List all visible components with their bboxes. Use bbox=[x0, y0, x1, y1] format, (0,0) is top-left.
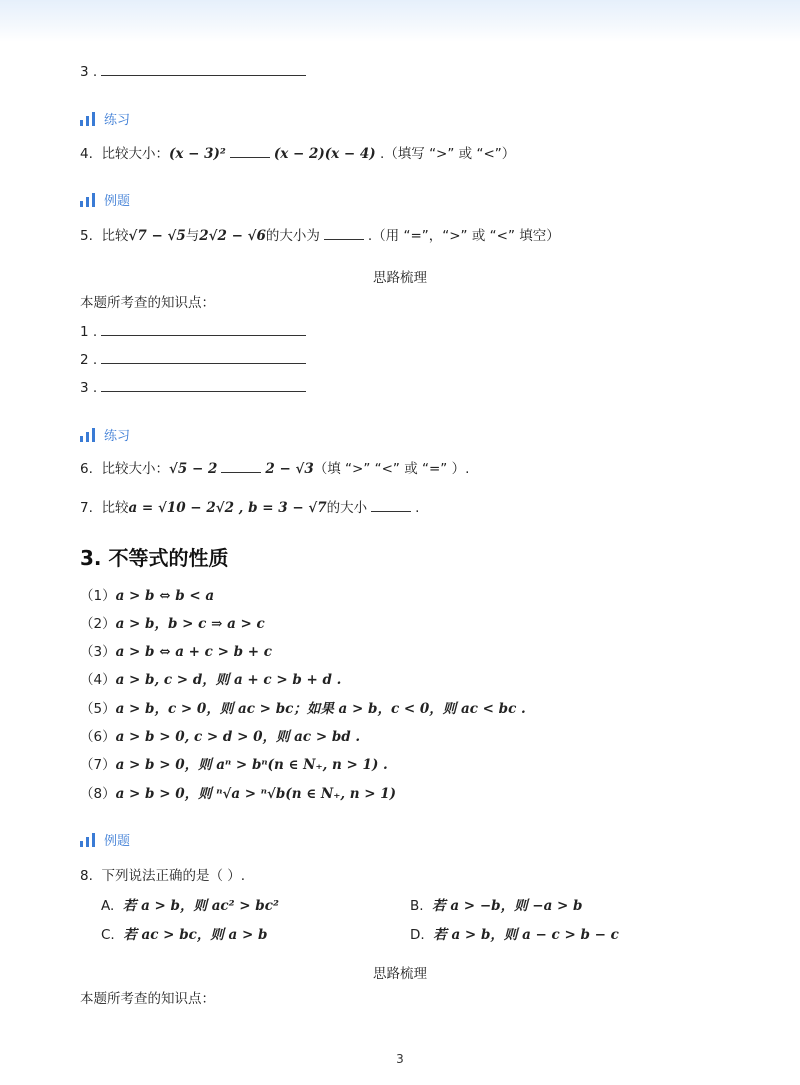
property-3: （3）a > b ⇔ a + c > b + c bbox=[80, 644, 272, 660]
answer-blank[interactable] bbox=[221, 459, 261, 473]
practice-tag-1: 练习 bbox=[80, 109, 130, 128]
property-2: （2）a > b，b > c ⇒ a > c bbox=[80, 616, 265, 632]
answer-line-2: 2 . bbox=[80, 350, 306, 370]
bar-signal-icon bbox=[80, 428, 96, 442]
answer-blank[interactable] bbox=[371, 498, 411, 512]
bar-signal-icon bbox=[80, 112, 96, 126]
practice-tag-2: 练习 bbox=[80, 425, 130, 444]
option-b[interactable]: B. 若 a > −b，则 −a > b bbox=[410, 898, 583, 914]
thinking-title-2: 思路梳理 bbox=[373, 966, 427, 982]
property-1: （1）a > b ⇔ b < a bbox=[80, 588, 215, 604]
question-4: 4. 比较大小：(x − 3)² (x − 2)(x − 4) .（填写 “>” 或 “<”） bbox=[80, 146, 516, 162]
knowledge-label-1: 本题所考查的知识点： bbox=[80, 295, 215, 311]
answer-blank[interactable] bbox=[101, 350, 306, 364]
knowledge-label-2: 本题所考查的知识点： bbox=[80, 991, 215, 1007]
answer-blank[interactable] bbox=[230, 144, 270, 158]
answer-blank[interactable] bbox=[101, 378, 306, 392]
page-number: 3 bbox=[396, 1052, 404, 1066]
bar-signal-icon bbox=[80, 193, 96, 207]
option-d[interactable]: D. 若 a > b，则 a − c > b − c bbox=[410, 927, 619, 943]
answer-blank[interactable] bbox=[101, 322, 306, 336]
property-6: （6）a > b > 0, c > d > 0，则 ac > bd . bbox=[80, 729, 361, 745]
question-8: 8. 下列说法正确的是（ ）. bbox=[80, 868, 246, 884]
property-8: （8）a > b > 0，则 ⁿ√a > ⁿ√b(n ∈ N₊, n > 1) bbox=[80, 786, 397, 802]
answer-blank[interactable] bbox=[101, 62, 306, 76]
question-6: 6. 比较大小：√5 − 2 2 − √3（填 “>” “<” 或 “=” ）. bbox=[80, 461, 470, 477]
property-5: （5）a > b，c > 0，则 ac > bc；如果 a > b，c < 0，则 ac < bc . bbox=[80, 701, 526, 717]
option-a[interactable]: A. 若 a > b，则 ac² > bc² bbox=[101, 898, 279, 914]
question-7: 7. 比较a = √10 − 2√2 , b = 3 − √7的大小 . bbox=[80, 500, 420, 516]
question-5: 5. 比较√7 − √5与2√2 − √6的大小为 .（用 “=”，“>” 或 “<” 填空） bbox=[80, 228, 560, 244]
property-7: （7）a > b > 0，则 aⁿ > bⁿ(n ∈ N₊, n > 1) . bbox=[80, 757, 388, 773]
answer-blank[interactable] bbox=[324, 226, 364, 240]
property-4: （4）a > b, c > d，则 a + c > b + d . bbox=[80, 672, 342, 688]
thinking-title-1: 思路梳理 bbox=[373, 270, 427, 286]
option-c[interactable]: C. 若 ac > bc，则 a > b bbox=[101, 927, 268, 943]
answer-line-3b: 3 . bbox=[80, 378, 306, 398]
example-tag-1: 例题 bbox=[80, 190, 130, 209]
answer-line-3: 3 . bbox=[80, 62, 306, 82]
example-tag-2: 例题 bbox=[80, 830, 130, 849]
answer-line-1: 1 . bbox=[80, 322, 306, 342]
section-title: 3. 不等式的性质 bbox=[80, 546, 229, 570]
bar-signal-icon bbox=[80, 833, 96, 847]
